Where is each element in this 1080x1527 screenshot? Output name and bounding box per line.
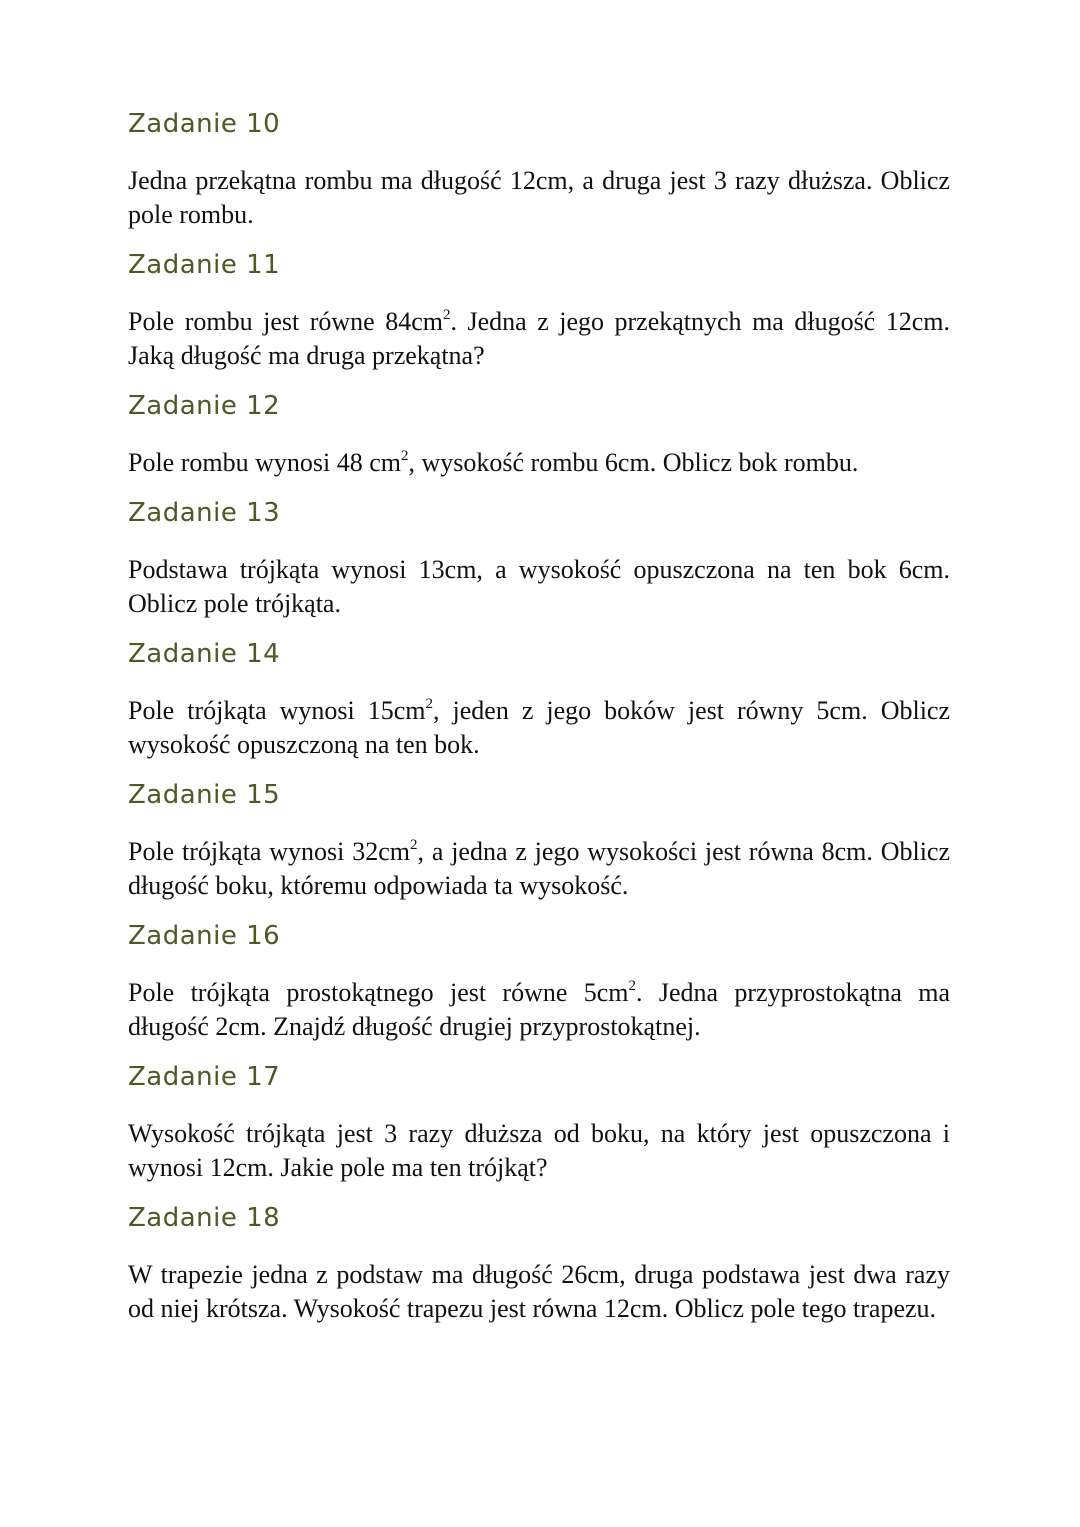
- task-16-text: Pole trójkąta prostokątnego jest równe $5cm^2$. Jedna przyprostokątna ma długość 2cm. Znajdź długość drugiej przyprostokątnej.: [128, 978, 950, 1041]
- task-15-text: Pole trójkąta wynosi $32cm^2$, a jedna z jego wysokości jest równa 8cm. Oblicz długość boku, któremu odpowiada ta wysokość.: [128, 837, 951, 900]
- task-18-text: W trapezie jedna z podstaw ma długość 26cm, druga podstawa jest dwa razy od niej krótsza. Wysokość trapezu jest równa 12cm. Oblicz pole tego trapezu.: [128, 1260, 950, 1323]
- task-10-text: Jedna przekątna rombu ma długość 12cm, a druga jest 3 razy dłuższa. Oblicz pole rombu.: [128, 166, 950, 229]
- task-16-title: Zadanie 16: [128, 921, 281, 951]
- task-12-title: Zadanie 12: [128, 391, 281, 421]
- task-15-title: Zadanie 15: [128, 780, 281, 810]
- task-17-text: Wysokość trójkąta jest 3 razy dłuższa od boku, na który jest opuszczona i wynosi 12cm. Jakie pole ma ten trójkąt?: [128, 1119, 950, 1182]
- task-14-title: Zadanie 14: [128, 639, 281, 669]
- task-13-title: Zadanie 13: [128, 498, 281, 528]
- task-12-text: Pole rombu wynosi 48 $cm^2$, wysokość rombu 6cm. Oblicz bok rombu.: [128, 448, 859, 477]
- task-18-title: Zadanie 18: [128, 1203, 281, 1233]
- task-11-title: Zadanie 11: [128, 250, 281, 280]
- task-10-title: Zadanie 10: [128, 109, 281, 139]
- task-17-title: Zadanie 17: [128, 1062, 281, 1092]
- task-14-text: Pole trójkąta wynosi $15cm^2$, jeden z jego boków jest równy 5cm. Oblicz wysokość opuszczoną na ten bok.: [128, 696, 950, 759]
- task-11-text: Pole rombu jest równe $84cm^2$. Jedna z jego przekątnych ma długość 12cm. Jaką długość ma druga przekątna?: [128, 307, 950, 370]
- task-13-text: Podstawa trójkąta wynosi 13cm, a wysokość opuszczona na ten bok 6cm. Oblicz pole trójkąta.: [128, 555, 950, 618]
